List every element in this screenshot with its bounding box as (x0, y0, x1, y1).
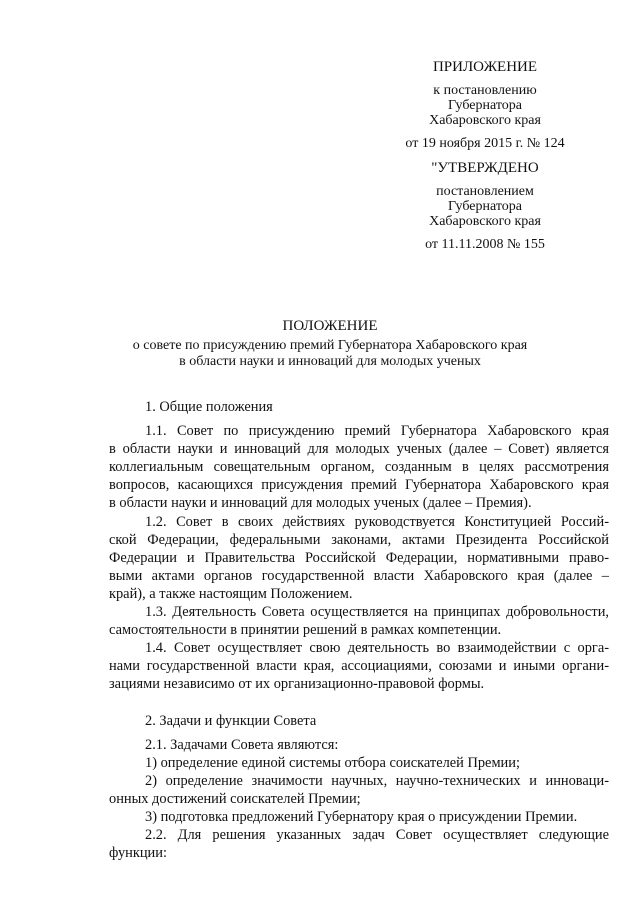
paragraph-line: ской Федерации, федеральными законами, актами Президента Российской (109, 531, 609, 548)
paragraph-line: край), а также настоящим Положением. (109, 585, 353, 602)
approved-title: "УТВЕРЖДЕНО (431, 160, 539, 176)
appendix-block (400, 60, 570, 252)
paragraph-line: самостоятельности в принятии решений в рамках компетенции. (109, 622, 502, 639)
document-subtitle: о совете по присуждению премий Губернатора Хабаровского края (132, 338, 528, 353)
paragraph-line: зациями независимо от их организационно-правовой формы. (109, 676, 485, 693)
paragraph-line: 1.4. Совет осуществляет свою деятельность во взаимодействии с орга- (145, 640, 609, 657)
section-heading: 2. Задачи и функции Совета (145, 712, 317, 729)
list-item: 3) подготовка предложений Губернатору края о присуждении Премии. (145, 808, 578, 825)
document-title: ПОЛОЖЕНИЕ (282, 318, 378, 334)
appendix-line: к постановлению (433, 83, 537, 98)
paragraph-line: 2.1. Задачами Совета являются: (145, 736, 339, 753)
appendix-line: Хабаровского края (429, 113, 541, 128)
document-body (109, 398, 609, 862)
paragraph-line: Федерации и Правительства Российской Федерации, нормативными право- (109, 549, 609, 566)
section-heading: 1. Общие положения (145, 399, 273, 415)
paragraph-line: коллегиальным совещательным органом, созданным в целях рассмотрения (109, 459, 609, 476)
document-title-block (90, 318, 570, 370)
paragraph-line: 1.3. Деятельность Совета осуществляется на принципах добровольности, (145, 604, 609, 621)
paragraph-line: 1.1. Совет по присуждению премий Губернатора Хабаровского края (145, 423, 609, 440)
list-item: онных достижений соискателей Премии; (109, 790, 361, 807)
list-item: 2) определение значимости научных, научно-технических и инноваци- (145, 772, 609, 789)
list-item: 1) определение единой системы отбора соискателей Премии; (145, 754, 520, 771)
appendix-line: Губернатора (447, 98, 523, 113)
paragraph-line: нами государственной власти края, ассоциациями, союзами и иными органи- (109, 658, 609, 675)
appendix-date: от 19 ноября 2015 г. № 124 (405, 136, 565, 151)
paragraph-line: в области науки и инноваций для молодых ученых (далее – Премия). (109, 495, 532, 512)
approved-line: Хабаровского края (429, 214, 541, 229)
appendix-title: ПРИЛОЖЕНИЕ (432, 59, 538, 75)
paragraph-line: 2.2. Для решения указанных задач Совет осуществляет следующие (145, 827, 609, 844)
approved-line: Губернатора (447, 199, 523, 214)
approved-line: постановлением (436, 184, 534, 199)
paragraph-line: в области науки и инноваций для молодых ученых (далее – Совет) является (109, 441, 609, 458)
document-subtitle: в области науки и инноваций для молодых ученых (179, 354, 481, 369)
paragraph-line: выми актами органов государственной власти Хабаровского края (далее – (109, 567, 609, 584)
paragraph-line: функции: (109, 845, 167, 862)
paragraph-line: вопросов, касающихся присуждения премий Губернатора Хабаровского края (109, 477, 609, 494)
approved-date: от 11.11.2008 № 155 (425, 237, 545, 252)
paragraph-line: 1.2. Совет в своих действиях руководствуется Конституцией Россий- (145, 513, 609, 530)
